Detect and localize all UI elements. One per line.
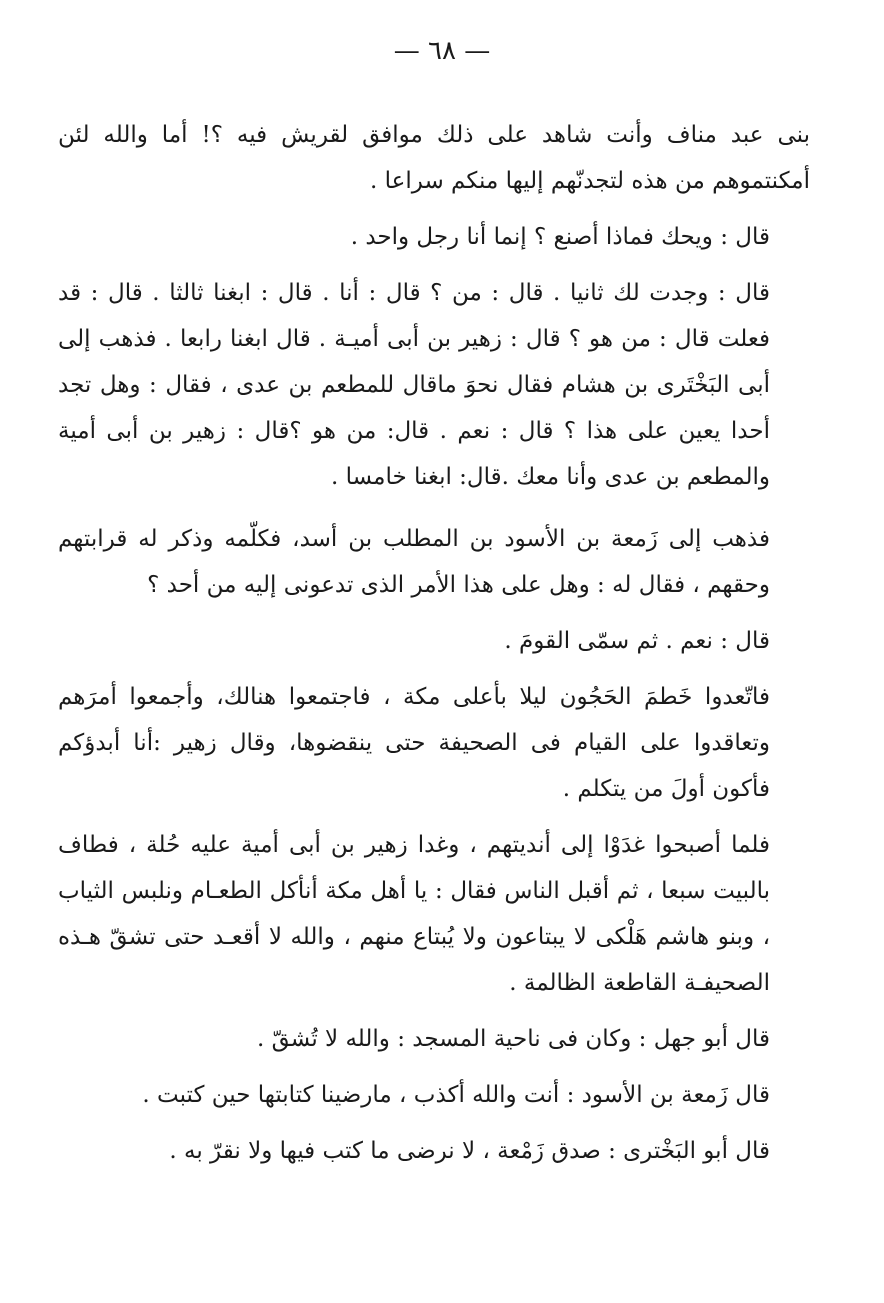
paragraph-2: قال : ويحك فماذا أصنع ؟ إنما أنا رجل واحد . — [350, 224, 770, 250]
paragraph-1: بنى عبد مناف وأنت شاهد على ذلك موافق لقريش فيه ؟! أما والله لئن أمكنتموهم من هذه لتجدنّهم إليها منكم سراعا . — [58, 122, 810, 194]
paragraph-8: قال أبو جهل : وكان فى ناحية المسجد : والله لا تُشقّ . — [257, 1026, 770, 1052]
paragraph-9: قال زَمعة بن الأسود : أنت والله أكذب ، مارضينا كتابتها حين كتبت . — [142, 1082, 770, 1108]
paragraph-5: قال : نعم . ثم سمّى القومَ . — [504, 628, 770, 654]
paragraph-6: فاتّعدوا خَطمَ الحَجُون ليلا بأعلى مكة ، فاجتمعوا هنالك، وأجمعوا أمرَهم وتعاقدوا على القيام فى الصحيفة حتى ينقضوها، وقال زهير :أنا أبدؤكم فأكون أولَ من يتكلم . — [58, 684, 770, 802]
paragraph-3: قال : وجدت لك ثانيا . قال : من ؟ قال : أنا . قال : ابغنا ثالثا . قال : قد فعلت قال : من هو ؟ قال : زهير بن أبى أميـة . قال ابغنا رابعا . فذهب إلى أبى البَخْتَرى بن هشام فقال نحوَ ماقال للمطعم بن عدى ، فقال : وهل تجد أحدا يعين على هذا ؟ قال : نعم . قال: من هو ؟قال : زهير بن أبى أمية والمطعم بن عدى وأنا معك .قال: ابغنا خامسا . — [58, 280, 770, 490]
paragraph-7: فلما أصبحوا غدَوْا إلى أنديتهم ، وغدا زهير بن أبى أمية عليه حُلة ، فطاف بالبيت سبعا ، ثم أقبل الناس فقال : يا أهل مكة أنأكل الطعـام ونلبس الثياب ، وبنو هاشم هَلْكى لا يبتاعون ولا يُبتاع منهم ، والله لا أقعـد حتى تشقّ هـذه الصحيفـة القاطعة الظالمة . — [58, 832, 770, 996]
page-number: — ٦٨ — — [393, 36, 491, 66]
paragraph-10: قال أبو البَخْترى : صدق زَمْعة ، لا نرضى ما كتب فيها ولا نقرّ به . — [169, 1138, 770, 1164]
page-body — [58, 112, 810, 1184]
paragraph-4: فذهب إلى زَمعة بن الأسود بن المطلب بن أسد، فكلّمه وذكر له قرابتهم وحقهم ، فقال له : وهل على هذا الأمر الذى تدعونى إليه من أحد ؟ — [58, 526, 770, 598]
